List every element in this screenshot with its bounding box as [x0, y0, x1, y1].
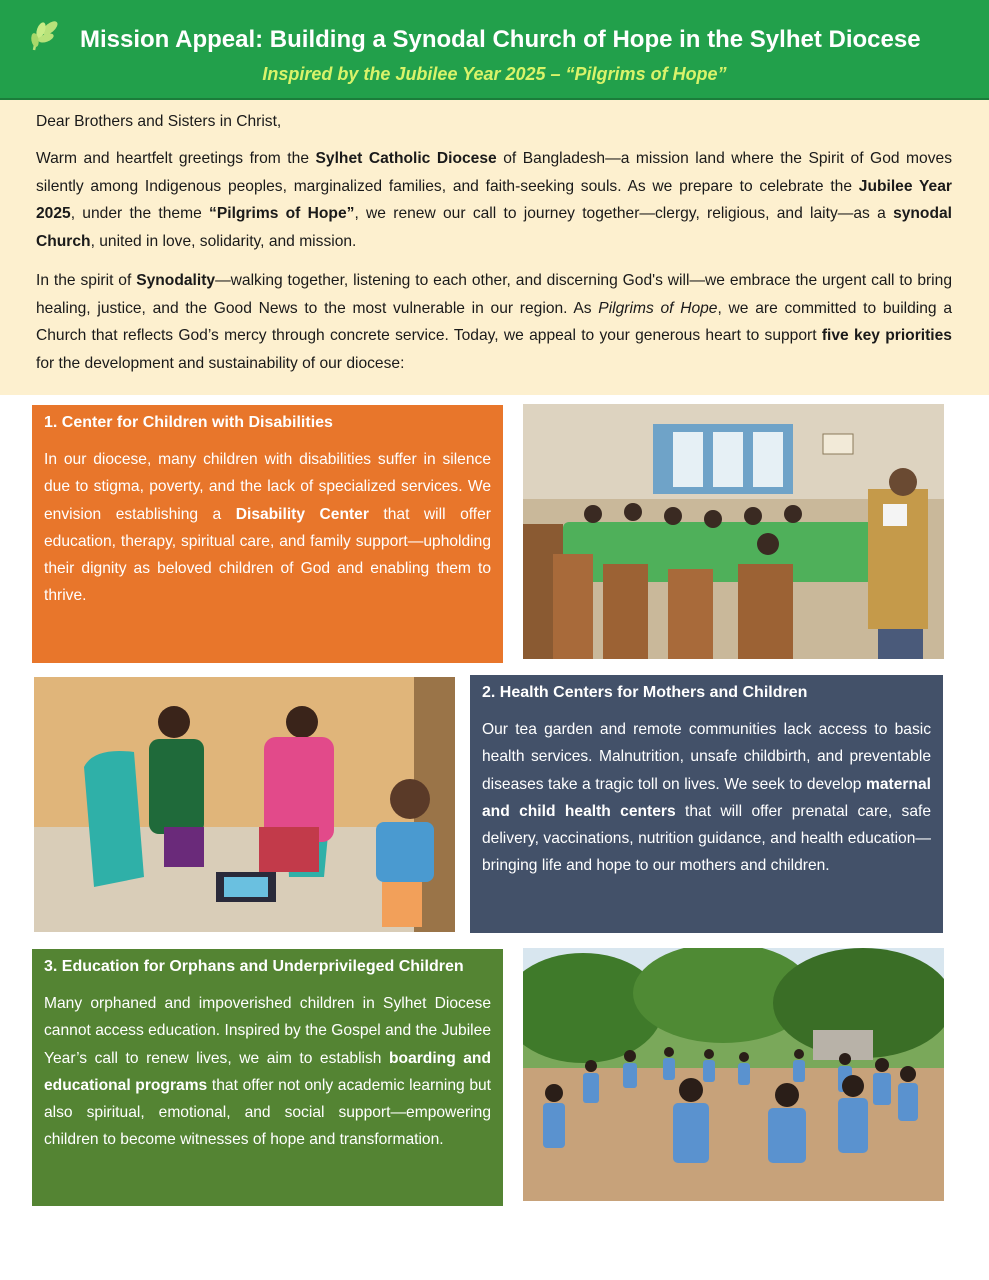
intro-paragraph-2: In the spirit of Synodality—walking together, listening to each other, and discerning God's will—we embrace the urgent call to bring healing, justice, and the Good News to the most vulnerable in our region. As Pilgrims of Hope, we are committed to building a Church that reflects God’s mercy through concrete service. Today, we appeal to your generous heart to support five key priorities for the development and sustainability of our diocese: [36, 272, 953, 372]
priority-education-box [32, 949, 503, 1206]
health-checkup-photo [34, 677, 455, 932]
page-title: Mission Appeal: Building a Synodal Church of Hope in the Sylhet Diocese [80, 26, 921, 53]
priority-disabilities-box [32, 405, 503, 663]
priority-text: Our tea garden and remote communities lack access to basic health services. Malnutrition, unsafe childbirth, and preventable diseases take a tragic toll on lives. We seek to develop maternal and child health centers that will offer prenatal care, safe delivery, vaccinations, nutrition guidance, and health education—bringing life and hope to our mothers and children. [482, 721, 932, 875]
priority-heading: 2. Health Centers for Mothers and Children [482, 684, 808, 701]
children-circle-photo [523, 948, 944, 1201]
intro-paragraph-1: Warm and heartfelt greetings from the Sylhet Catholic Diocese of Bangladesh—a mission land where the Spirit of God moves silently among Indigenous peoples, marginalized families, and faith-seeking souls. As we prepare to celebrate the Jubilee Year 2025, under the theme “Pilgrims of Hope”, we renew our call to journey together—clergy, religious, and laity—as a synodal Church, united in love, solidarity, and mission. [36, 150, 952, 250]
priority-heading: 3. Education for Orphans and Underprivileged Children [44, 958, 464, 975]
classroom-photo [523, 404, 944, 659]
priority-heading: 1. Center for Children with Disabilities [44, 414, 333, 431]
intro-section [0, 100, 989, 395]
leaf-logo-icon [26, 16, 66, 56]
header-banner [0, 0, 989, 100]
priority-text: Many orphaned and impoverished children in Sylhet Diocese cannot access education. Inspired by the Gospel and the Jubilee Year’s call to renew lives, we aim to establish boarding and educational programs that offer not only academic learning but also spiritual, emotional, and social support—empowering children to become witnesses of hope and transformation. [44, 995, 492, 1149]
priority-text: In our diocese, many children with disabilities suffer in silence due to stigma, poverty, and the lack of specialized services. We envision establishing a Disability Center that will offer education, therapy, spiritual care, and family support—upholding their dignity as beloved children of God and enabling them to thrive. [44, 451, 491, 605]
priority-health-box [470, 675, 943, 933]
greeting: Dear Brothers and Sisters in Christ, [36, 113, 282, 130]
page-subtitle: Inspired by the Jubilee Year 2025 – “Pilgrims of Hope” [262, 64, 727, 84]
